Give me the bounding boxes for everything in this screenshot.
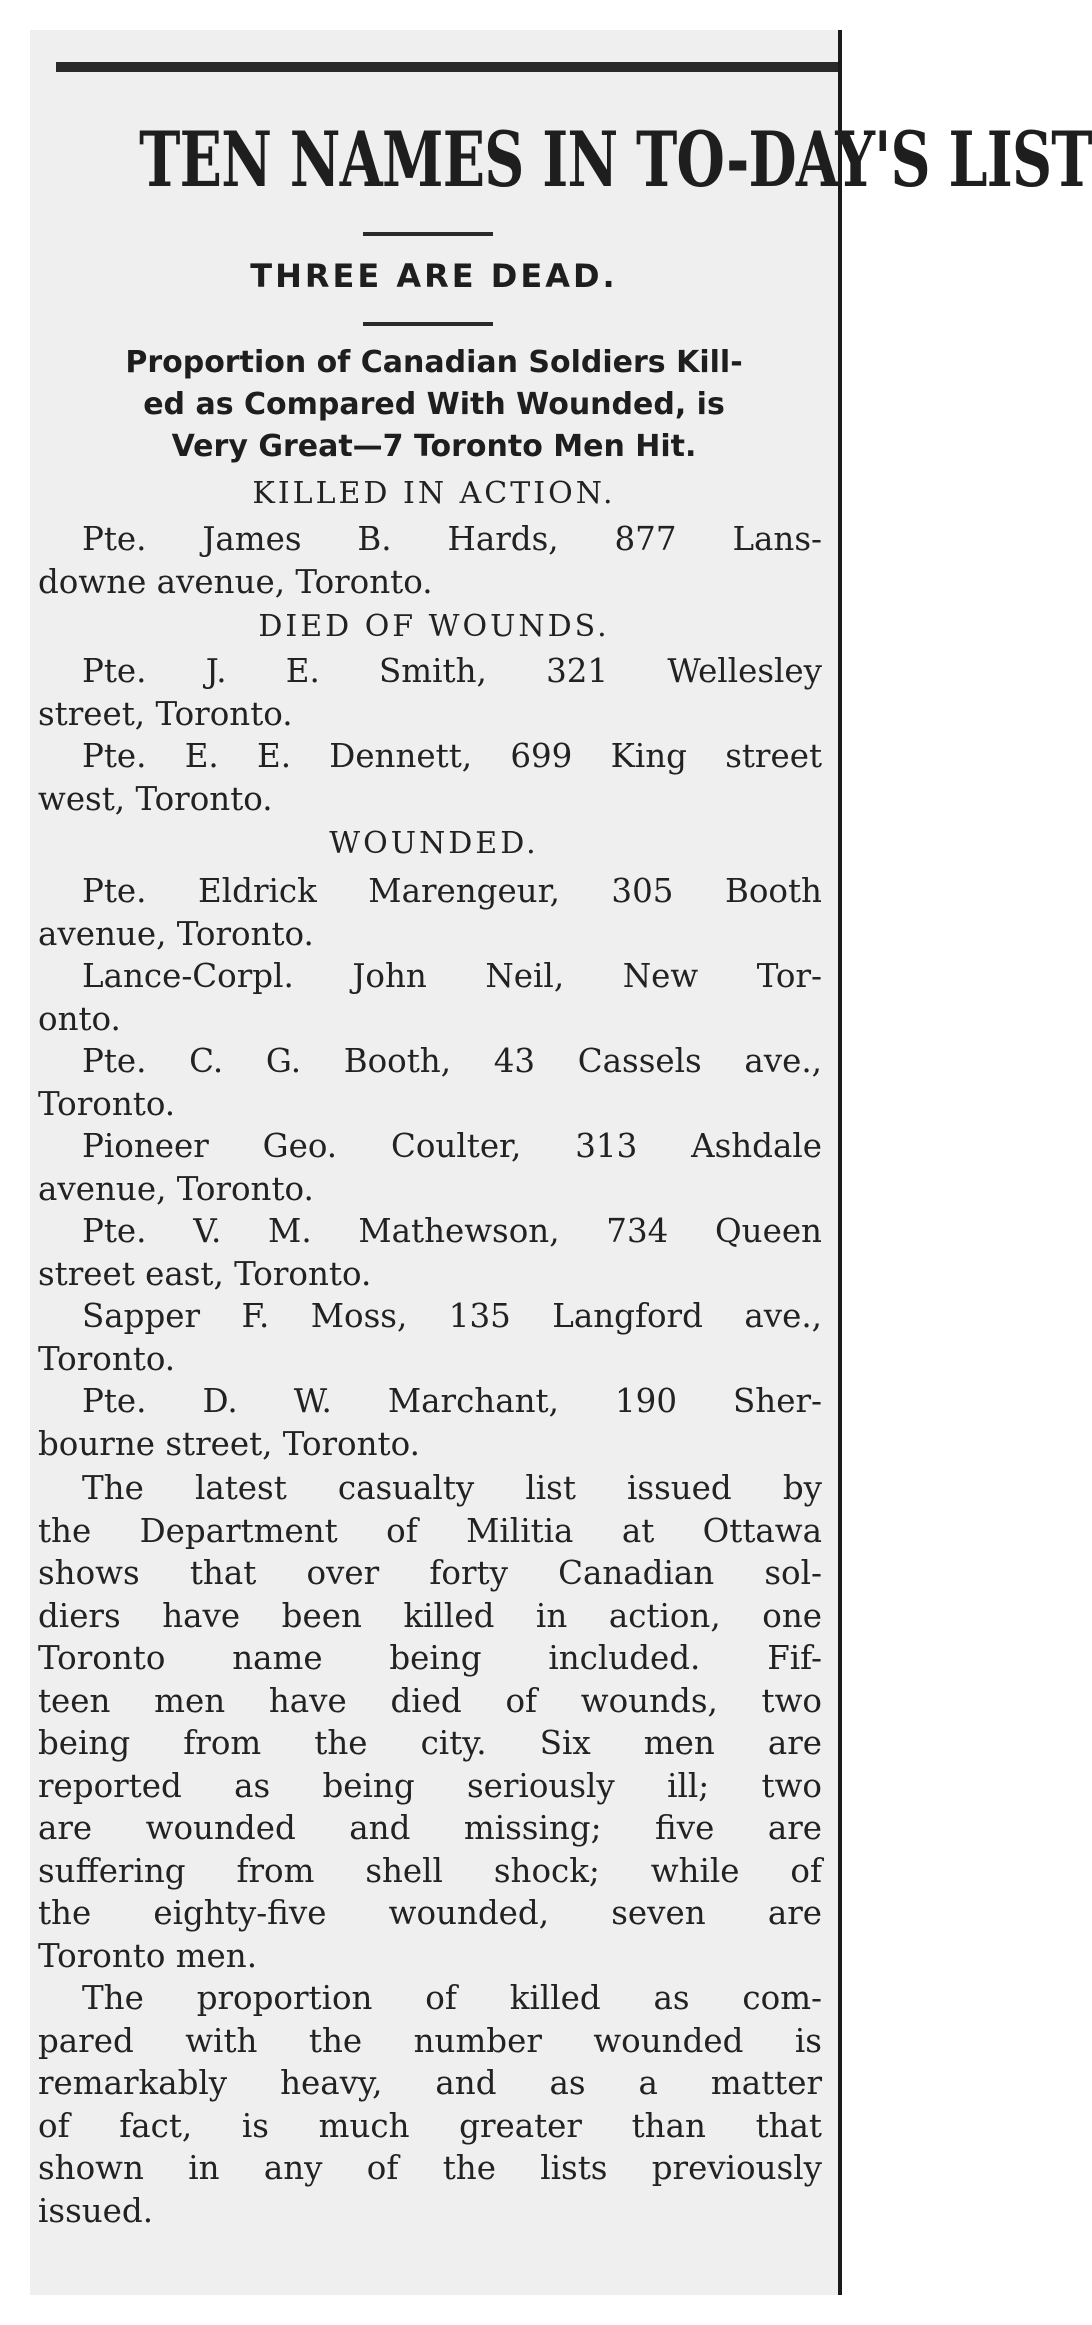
article-line: pared with the number wounded is: [38, 2021, 822, 2060]
list-line: Pte. E. E. Dennett, 699 King street: [82, 737, 822, 775]
deck: [44, 342, 824, 468]
wounded-list: [38, 870, 822, 1465]
newspaper-clipping: [30, 30, 1092, 2295]
article-line: Toronto name being included. Fif-: [38, 1639, 822, 1677]
list-line: street, Toronto.: [38, 694, 293, 733]
deck-line: ed as Compared With Wounded, is: [143, 387, 725, 422]
article-line: are wounded and missing; five are: [38, 1809, 822, 1847]
top-rule: [56, 62, 838, 72]
list-line: onto.: [38, 999, 121, 1038]
list-line: avenue, Toronto.: [38, 1169, 314, 1208]
list-line: street east, Toronto.: [38, 1254, 372, 1293]
deck-line: Proportion of Canadian Soldiers Kill-: [125, 345, 743, 380]
list-line: Pte. Eldrick Marengeur, 305 Booth: [82, 872, 822, 910]
article-line: of fact, is much greater than that: [38, 2106, 822, 2145]
section-heading-wounded: WOUNDED.: [329, 826, 539, 861]
article-line: reported as being seriously ill; two: [38, 1766, 822, 1805]
killed-list: [38, 518, 822, 603]
section-heading-killed: KILLED IN ACTION.: [252, 476, 616, 511]
list-line: Pte. C. G. Booth, 43 Cassels ave.,: [82, 1042, 822, 1080]
deck-line: Very Great—7 Toronto Men Hit.: [171, 429, 697, 464]
article-paragraph-2: [38, 1977, 822, 2232]
list-line: Pte. James B. Hards, 877 Lans-: [82, 520, 822, 558]
article-line: diers have been killed in action, one: [38, 1596, 822, 1635]
article-line: being from the city. Six men are: [38, 1724, 822, 1762]
article-line: The proportion of killed as com-: [82, 1979, 822, 2017]
article-line: issued.: [38, 2191, 154, 2230]
died-list: [38, 650, 822, 820]
list-line: Lance-Corpl. John Neil, New Tor-: [82, 957, 822, 995]
list-line: Toronto.: [38, 1084, 176, 1123]
article-line: the Department of Militia at Ottawa: [38, 1511, 822, 1550]
list-line: avenue, Toronto.: [38, 914, 314, 953]
headline: TEN NAMES IN TO-DAY'S LIST: [139, 115, 1092, 204]
section-heading-died: DIED OF WOUNDS.: [258, 609, 610, 644]
subheadline-divider: [363, 322, 493, 326]
article-line: shown in any of the lists previously: [38, 2149, 822, 2187]
article-line: Toronto men.: [38, 1936, 258, 1975]
subheadline: THREE ARE DEAD.: [250, 257, 618, 295]
list-line: west, Toronto.: [38, 779, 273, 818]
list-line: Pte. D. W. Marchant, 190 Sher-: [82, 1382, 822, 1420]
article-line: shows that over forty Canadian sol-: [38, 1554, 822, 1592]
headline-divider: [363, 232, 493, 236]
article-line: The latest casualty list issued by: [82, 1469, 822, 1507]
article-line: teen men have died of wounds, two: [38, 1681, 822, 1720]
list-line: Pte. V. M. Mathewson, 734 Queen: [82, 1212, 822, 1250]
list-line: downe avenue, Toronto.: [38, 562, 433, 601]
article-line: suffering from shell shock; while of: [38, 1851, 822, 1890]
article-paragraph-1: [38, 1467, 822, 1977]
article-line: remarkably heavy, and as a matter: [38, 2064, 822, 2102]
list-line: Pioneer Geo. Coulter, 313 Ashdale: [82, 1127, 822, 1165]
list-line: bourne street, Toronto.: [38, 1424, 420, 1463]
list-line: Sapper F. Moss, 135 Langford ave.,: [82, 1297, 822, 1335]
list-line: Toronto.: [38, 1339, 176, 1378]
article-line: the eighty-five wounded, seven are: [38, 1894, 822, 1932]
list-line: Pte. J. E. Smith, 321 Wellesley: [82, 652, 822, 690]
